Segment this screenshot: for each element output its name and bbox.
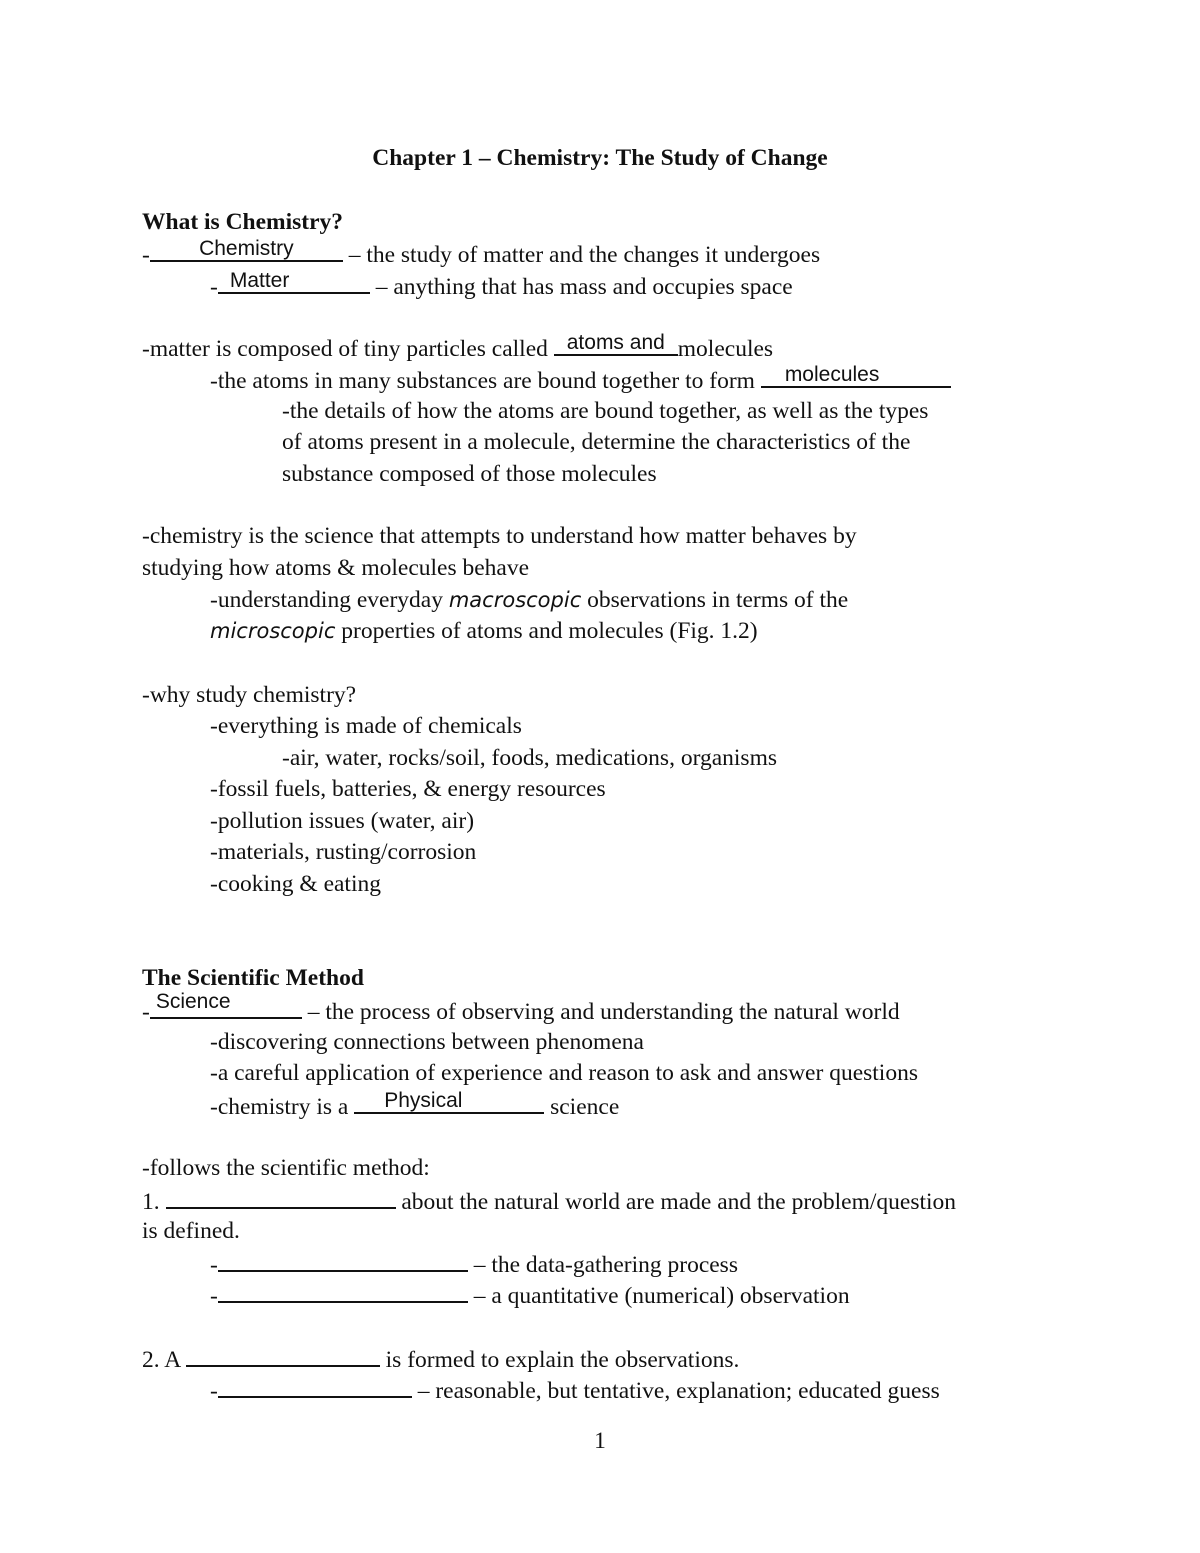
understanding-line: -understanding everyday macroscopic observations in terms of the — [210, 587, 849, 613]
matter-blank[interactable] — [218, 270, 370, 294]
microscopic-line: microscopic properties of atoms and molecules (Fig. 1.2) — [210, 618, 758, 644]
step-1-continuation: is defined. — [142, 1218, 240, 1244]
science-line-2: studying how atoms & molecules behave — [142, 555, 530, 581]
science-blank[interactable] — [150, 990, 302, 1019]
discovering-line: -discovering connections between phenomena — [210, 1029, 644, 1055]
measurement-blank[interactable] — [218, 1279, 468, 1303]
matter-definition: - Matter – anything that has mass and occupies space — [210, 270, 793, 302]
step-1-line: 1. about the natural world are made and the problem/question — [142, 1185, 956, 1217]
why-study-heading: -why study chemistry? — [142, 682, 357, 708]
observation-blank[interactable] — [218, 1248, 468, 1272]
details-line-2: of atoms present in a molecule, determine the characteristics of the — [282, 429, 911, 455]
macroscopic-term: macroscopic — [448, 588, 582, 612]
science-answer: Science — [155, 990, 231, 1013]
observations-blank[interactable] — [166, 1185, 396, 1209]
measurement-definition: - – a quantitative (numerical) observation — [210, 1279, 850, 1311]
matter-composed-line: -matter is composed of tiny particles called atoms and molecules — [142, 332, 773, 364]
list-item: -cooking & eating — [210, 871, 381, 897]
molecules-answer: molecules — [784, 363, 880, 386]
list-item: -air, water, rocks/soil, foods, medications, organisms — [282, 745, 778, 771]
section-heading-scientific-method: The Scientific Method — [142, 965, 364, 991]
page-number: 1 — [594, 1428, 606, 1454]
follows-method-line: -follows the scientific method: — [142, 1155, 430, 1181]
matter-answer: Matter — [229, 269, 290, 292]
details-line-1: -the details of how the atoms are bound together, as well as the types — [282, 398, 929, 424]
chemistry-blank[interactable] — [150, 238, 343, 262]
chemistry-answer: Chemistry — [199, 237, 294, 260]
chemistry-definition: - Chemistry – the study of matter and the changes it undergoes — [142, 238, 820, 270]
physical-blank[interactable] — [354, 1090, 544, 1114]
atoms-bound-line: -the atoms in many substances are bound together to form molecules — [210, 364, 951, 396]
list-item: -fossil fuels, batteries, & energy resources — [210, 776, 606, 802]
hypothesis-blank[interactable] — [186, 1343, 380, 1367]
hypothesis-term-blank[interactable] — [218, 1374, 412, 1398]
section-heading-what-is-chemistry: What is Chemistry? — [142, 209, 344, 235]
details-line-3: substance composed of those molecules — [282, 461, 657, 487]
list-item: -everything is made of chemicals — [210, 713, 522, 739]
science-definition: - Science – the process of observing and understanding the natural world — [142, 995, 900, 1027]
observation-definition: - – the data-gathering process — [210, 1248, 738, 1280]
list-item: -materials, rusting/corrosion — [210, 839, 477, 865]
science-line-1: -chemistry is the science that attempts to understand how matter behaves by — [142, 523, 857, 549]
hypothesis-definition: - – reasonable, but tentative, explanation; educated guess — [210, 1374, 940, 1406]
step-2-line: 2. A is formed to explain the observations. — [142, 1343, 739, 1375]
physical-answer: Physical — [384, 1089, 463, 1112]
page-title: Chapter 1 – Chemistry: The Study of Change — [372, 145, 828, 171]
molecules-blank[interactable] — [761, 364, 951, 388]
careful-application-line: -a careful application of experience and reason to ask and answer questions — [210, 1060, 918, 1086]
atoms-answer: atoms and — [566, 331, 665, 354]
microscopic-term: microscopic — [210, 619, 336, 643]
physical-science-line: -chemistry is a Physical science — [210, 1090, 619, 1122]
list-item: -pollution issues (water, air) — [210, 808, 475, 834]
atoms-blank[interactable] — [554, 332, 678, 356]
